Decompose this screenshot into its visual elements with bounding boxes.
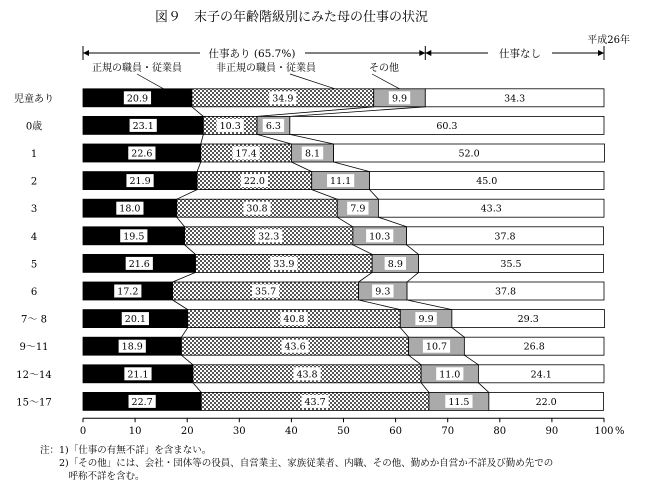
data-label: 37.8 <box>494 231 516 243</box>
data-label: 10.3 <box>219 120 241 132</box>
data-label: 52.0 <box>458 148 480 160</box>
category-label: 児童あり <box>14 93 54 105</box>
category-label: 2 <box>30 176 38 188</box>
connector-line <box>407 245 419 255</box>
year-label: 平成26年 <box>587 35 630 46</box>
connector-line <box>478 383 488 393</box>
connector-line <box>177 217 185 227</box>
nonworking-bracket-label: 仕事なし <box>499 48 541 60</box>
chart-title: 図９ 末子の年齢階級別にみた母の仕事の状況 <box>155 10 429 25</box>
data-label: 17.2 <box>117 286 139 298</box>
data-label: 29.3 <box>517 314 539 326</box>
data-label: 8.1 <box>304 148 321 160</box>
connector-line <box>173 272 196 282</box>
connector-line <box>407 272 418 282</box>
data-label: 18.9 <box>121 341 143 353</box>
category-label: 7～ 8 <box>21 314 47 326</box>
data-label: 40.8 <box>283 314 305 326</box>
data-label: 33.9 <box>273 258 295 270</box>
connector-line <box>291 162 311 172</box>
connector-line <box>201 134 204 144</box>
x-tick-label: 10 <box>128 426 142 438</box>
connector-line <box>181 355 192 365</box>
bracket-arrow-right <box>598 50 604 56</box>
data-label: 22.0 <box>535 396 557 408</box>
connector-line <box>353 245 372 255</box>
category-label: 9～11 <box>19 342 49 354</box>
category-label: 12～14 <box>16 369 52 381</box>
data-label: 21.9 <box>129 176 151 188</box>
connector-line <box>464 355 478 365</box>
connector-line <box>407 300 452 310</box>
bracket-arrow-mid-left <box>419 50 425 56</box>
x-unit-label: % <box>615 426 625 438</box>
legend-label-series-2: その他 <box>369 63 399 74</box>
data-label: 7.9 <box>350 203 366 215</box>
data-label: 34.3 <box>504 93 526 105</box>
connector-line <box>337 217 353 227</box>
x-tick-label: 90 <box>545 426 559 438</box>
data-label: 37.8 <box>494 286 517 298</box>
category-label: 0歳 <box>25 121 43 133</box>
data-label: 35.7 <box>255 286 277 298</box>
category-label: 6 <box>30 287 38 298</box>
category-label: 3 <box>30 204 38 216</box>
category-label: 4 <box>30 231 38 243</box>
note-3: 呼称不詳を含む。 <box>40 471 145 482</box>
connector-line <box>197 162 201 172</box>
x-tick-label: 80 <box>493 426 507 438</box>
data-label: 24.1 <box>530 369 552 381</box>
connector-line <box>452 328 465 338</box>
data-label: 60.3 <box>436 120 458 132</box>
connector-line <box>359 272 373 282</box>
x-tick-label: 40 <box>285 426 298 438</box>
data-label: 45.0 <box>476 176 498 188</box>
connector-line <box>400 328 408 338</box>
data-label: 34.9 <box>272 93 294 105</box>
data-label: 9.9 <box>418 314 434 326</box>
connector-line <box>185 245 196 255</box>
x-tick-label: 30 <box>232 426 246 438</box>
connector-line <box>181 328 187 338</box>
data-label: 11.5 <box>448 396 470 408</box>
legend-label-series-0: 正規の職員・従業員 <box>92 63 182 74</box>
legend-pointer-series-0 <box>137 74 163 89</box>
note-1: 注：1)「仕事の有無不詳」を含まない。 <box>40 445 212 456</box>
data-label: 21.1 <box>127 369 149 381</box>
data-label: 9.9 <box>391 93 408 105</box>
connector-line <box>370 190 379 200</box>
data-label: 43.7 <box>304 396 326 408</box>
data-label: 43.6 <box>284 341 306 353</box>
category-label: 1 <box>30 149 38 160</box>
data-label: 21.6 <box>128 258 150 270</box>
bracket-arrow-mid-right <box>425 50 431 56</box>
legend-pointer-series-1 <box>290 74 335 89</box>
x-tick-label: 50 <box>337 426 350 438</box>
x-tick-label: 70 <box>441 426 455 438</box>
data-label: 20.9 <box>126 93 149 105</box>
connector-line <box>257 134 291 144</box>
data-label: 22.6 <box>131 148 153 160</box>
bracket-arrow-left <box>83 50 89 56</box>
data-label: 11.1 <box>330 176 352 188</box>
data-label: 30.8 <box>246 203 268 215</box>
connector-line <box>192 107 203 117</box>
data-label: 43.3 <box>480 203 502 215</box>
category-label: 15～17 <box>16 397 52 409</box>
connector-line <box>409 355 422 365</box>
data-label: 22.0 <box>243 176 265 188</box>
data-label: 17.4 <box>235 148 257 160</box>
working-bracket-label: 仕事あり (65.7%) <box>208 48 296 60</box>
connector-line <box>378 217 406 227</box>
data-label: 11.0 <box>439 369 461 381</box>
connector-line <box>312 190 338 200</box>
connector-line <box>173 300 188 310</box>
legend-pointer-series-2 <box>372 74 400 89</box>
category-label: 5 <box>30 259 38 271</box>
connector-line <box>177 190 197 200</box>
note-2: 2)「その他」には、会社・団体等の役員、自営業主、家族従業者、内職、その他、勤めか自営か不詳及び勤め先での <box>40 458 554 469</box>
data-label: 8.9 <box>387 258 403 270</box>
data-label: 35.5 <box>500 258 522 270</box>
data-label: 20.1 <box>124 314 146 326</box>
data-label: 22.7 <box>131 396 153 408</box>
connector-line <box>290 134 334 144</box>
data-label: 10.7 <box>425 341 448 353</box>
data-label: 18.0 <box>119 203 141 215</box>
connector-line <box>421 383 429 393</box>
data-label: 10.3 <box>369 231 391 243</box>
data-label: 19.5 <box>123 231 145 243</box>
connector-line <box>193 383 201 393</box>
data-label: 26.8 <box>523 341 545 353</box>
x-tick-label: 60 <box>389 426 402 438</box>
data-label: 9.3 <box>375 286 391 298</box>
legend-label-series-1: 非正規の職員・従業員 <box>216 63 316 74</box>
connector-line <box>359 300 401 310</box>
data-label: 6.3 <box>265 120 281 132</box>
x-tick-label: 0 <box>79 426 87 438</box>
data-label: 43.8 <box>296 369 318 381</box>
data-label: 23.1 <box>132 120 154 132</box>
x-tick-label: 20 <box>180 426 194 438</box>
connector-line <box>334 162 370 172</box>
data-label: 32.3 <box>258 231 280 243</box>
x-tick-label: 100 <box>594 426 614 438</box>
